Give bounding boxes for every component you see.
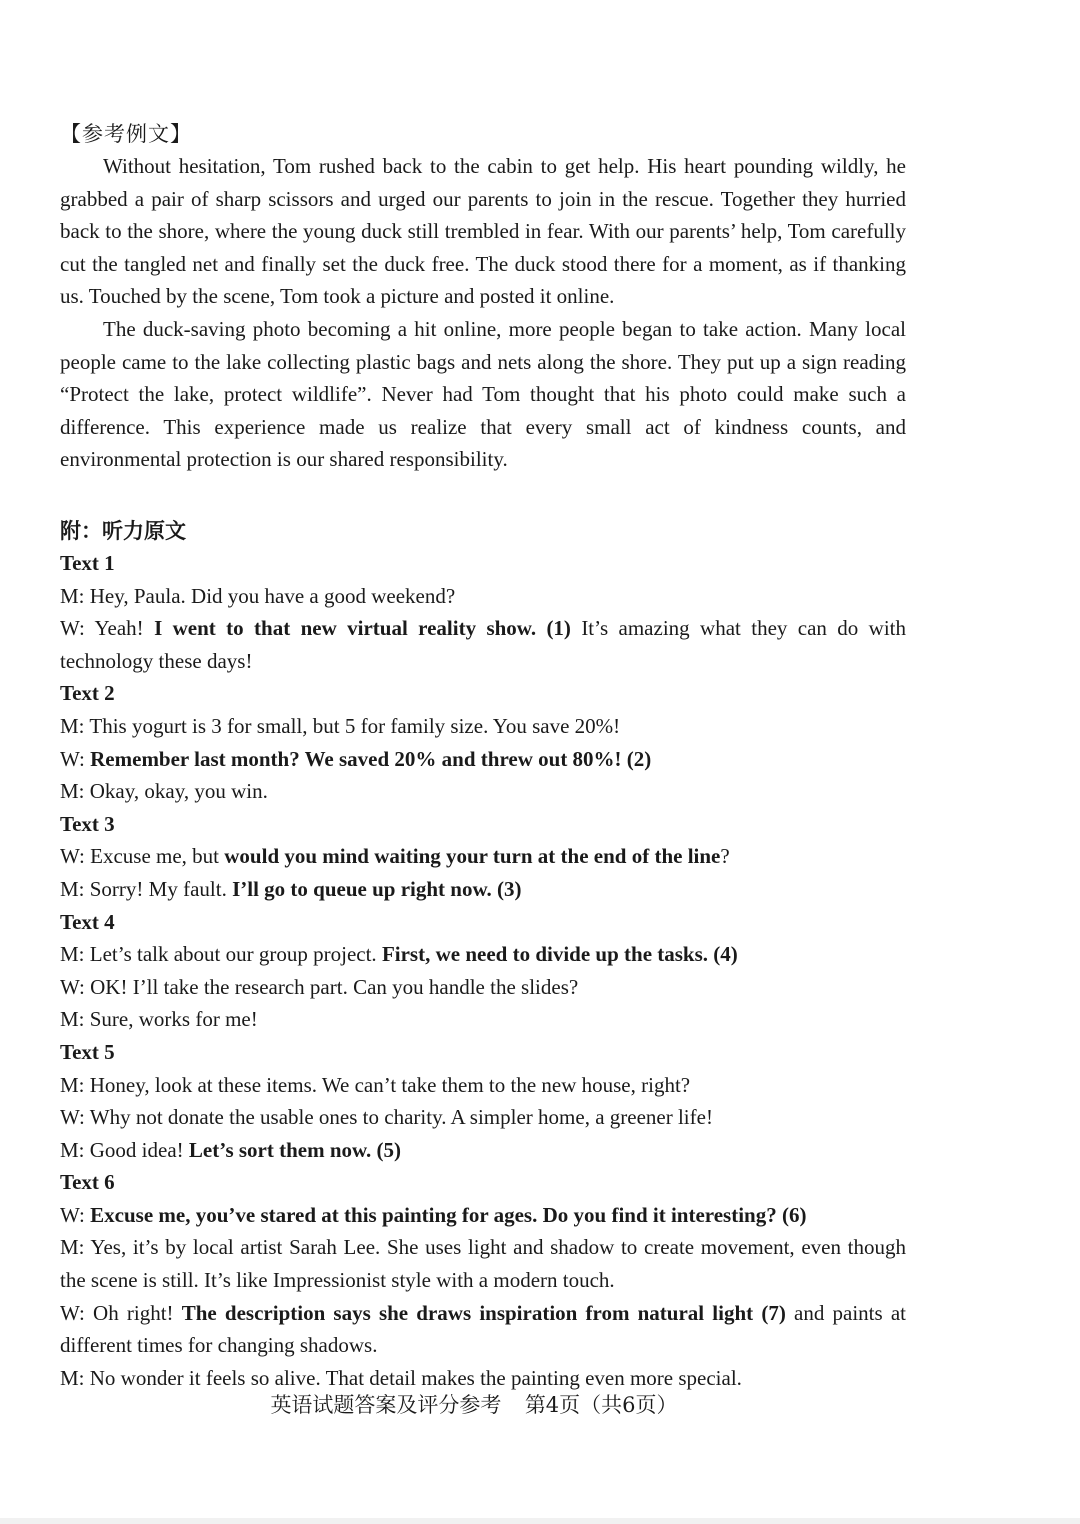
page-bottom-edge <box>0 1518 1080 1524</box>
transcript-text-title: Text 5 <box>60 1039 115 1064</box>
dialogue-text: M: Okay, okay, you win. <box>60 779 268 804</box>
dialogue-text: M: Let’s talk about our group project. <box>60 942 382 967</box>
essay-paragraph: The duck-saving photo becoming a hit online, more people began to take action. Many local people came to the lake collecting plastic bags and nets along the shore. They put up a sign reading “Protect the lake, protect wildlife”. Never had Tom thought that his photo could make such a difference. This experience made us realize that every small act of kindness counts, and environmental protection is our shared responsibility. <box>60 316 906 472</box>
transcript-text-block <box>60 906 906 1036</box>
dialogue-line <box>60 1101 906 1134</box>
dialogue-text: and paints at different times for changing shadows. <box>60 1300 906 1358</box>
footer-page-number: 第4页（共6页） <box>524 1393 678 1417</box>
transcript-text-block <box>60 547 906 677</box>
dialogue-text: M: Good idea! <box>60 1137 189 1162</box>
answer-cue-text: Remember last month? We saved 20% and threw out 80%! (2) <box>90 746 652 771</box>
dialogue-line <box>60 1134 906 1167</box>
dialogue-line <box>60 775 906 808</box>
dialogue-line <box>60 612 906 677</box>
transcript-text-title: Text 6 <box>60 1170 115 1195</box>
dialogue-text: W: Yeah! <box>60 616 155 641</box>
answer-cue-text: I went to that new virtual reality show. (1) <box>154 616 571 641</box>
transcript-text-title: Text 2 <box>60 681 115 706</box>
dialogue-text: W: Why not donate the usable ones to charity. A simpler home, a greener life! <box>60 1105 713 1130</box>
transcript-text-title: Text 3 <box>60 811 115 836</box>
dialogue-text: M: No wonder it feels so alive. That detail makes the painting even more special. <box>60 1365 742 1390</box>
dialogue-text: M: Hey, Paula. Did you have a good weekend? <box>60 583 456 608</box>
transcript-text-title: Text 1 <box>60 551 115 575</box>
dialogue-line <box>60 938 906 971</box>
dialogue-text: W: OK! I’ll take the research part. Can you handle the slides? <box>60 974 579 999</box>
listening-transcript-section <box>60 515 906 1394</box>
dialogue-line <box>60 1199 906 1232</box>
dialogue-text: M: This yogurt is 3 for small, but 5 for family size. You save 20%! <box>60 713 621 738</box>
sample-essay-heading: 【参考例文】 <box>60 122 192 146</box>
dialogue-line <box>60 1069 906 1102</box>
footer-document-title: 英语试题答案及评分参考 <box>270 1393 502 1417</box>
answer-cue-text: Let’s sort them now. (5) <box>188 1137 402 1162</box>
dialogue-line <box>60 580 906 613</box>
transcript-text-block <box>60 1036 906 1166</box>
answer-cue-text: would you mind waiting your turn at the end of the line <box>224 844 721 869</box>
answer-cue-text: Excuse me, you’ve stared at this painting for ages. Do you find it interesting? (6) <box>90 1202 807 1227</box>
dialogue-text: M: Honey, look at these items. We can’t take them to the new house, right? <box>60 1072 691 1097</box>
dialogue-line <box>60 1297 906 1362</box>
dialogue-text: It’s amazing what they can do with technology these days! <box>60 616 907 673</box>
listening-transcript-heading: 附：听力原文 <box>60 519 186 543</box>
dialogue-line <box>60 1231 906 1296</box>
transcript-text-block <box>60 1166 906 1394</box>
dialogue-line <box>60 710 906 743</box>
dialogue-text: M: Yes, it’s by local artist Sarah Lee. She uses light and shadow to create movement, even though the scene is still. It’s like Impressionist style with a modern touch. <box>60 1235 906 1293</box>
transcript-text-block <box>60 677 906 807</box>
page-footer <box>0 1389 948 1421</box>
dialogue-line <box>60 873 906 906</box>
dialogue-line <box>60 971 906 1004</box>
dialogue-text: W: Oh right! <box>60 1300 182 1325</box>
dialogue-text: M: Sorry! My fault. <box>60 876 233 901</box>
dialogue-text: M: Sure, works for me! <box>60 1007 258 1032</box>
dialogue-line <box>60 840 906 873</box>
essay-paragraph: Without hesitation, Tom rushed back to the cabin to get help. His heart pounding wildly, he grabbed a pair of sharp scissors and urged our parents to join in the rescue. Together they hurried back to the shore, where the young duck still trembled in fear. With our parents’ help, Tom carefully cut the tangled net and finally set the duck free. The duck stood there for a moment, as if thanking us. Touched by the scene, Tom took a picture and posted it online. <box>60 154 906 309</box>
dialogue-line <box>60 743 906 776</box>
answer-cue-text: The description says she draws inspiration from natural light (7) <box>181 1300 786 1325</box>
sample-essay-section <box>60 118 906 476</box>
dialogue-text: ? <box>720 844 730 869</box>
dialogue-text: W: Excuse me, but <box>60 844 225 869</box>
dialogue-text: W: <box>60 746 91 771</box>
transcript-text-block <box>60 808 906 906</box>
dialogue-text: W: <box>60 1202 91 1227</box>
transcript-texts <box>60 547 906 1394</box>
transcript-text-title: Text 4 <box>60 909 115 934</box>
answer-cue-text: First, we need to divide up the tasks. (4) <box>381 942 738 967</box>
dialogue-line <box>60 1003 906 1036</box>
answer-cue-text: I’ll go to queue up right now. (3) <box>232 876 522 901</box>
